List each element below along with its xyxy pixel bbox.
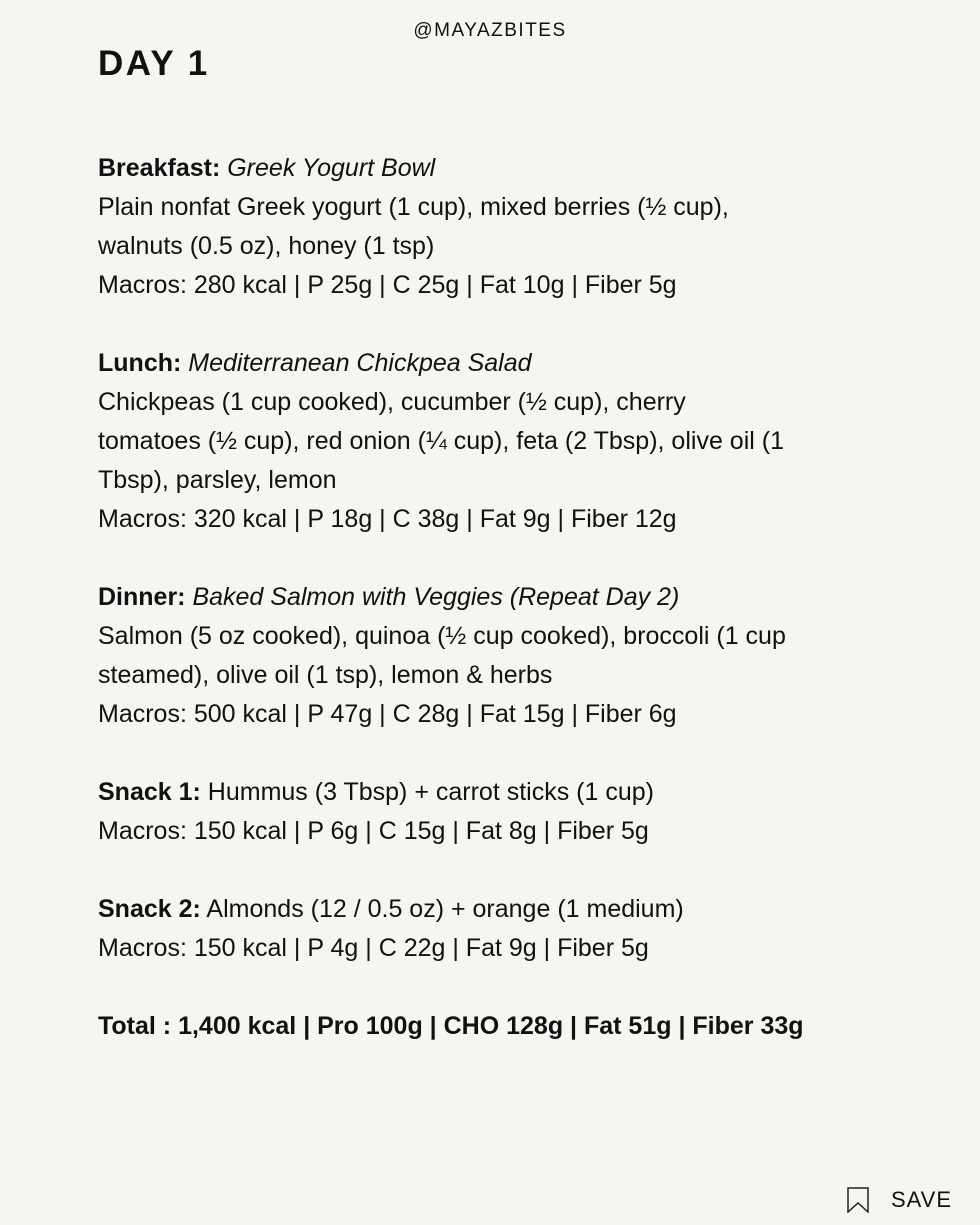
- meal-label: Snack 2:: [98, 895, 201, 923]
- meal-dish: Baked Salmon with Veggies (Repeat Day 2): [192, 583, 680, 611]
- daily-total: Total : 1,400 kcal | Pro 100g | CHO 128g | Fat 51g | Fiber 33g: [98, 1012, 804, 1040]
- macros: Macros: 150 kcal | P 4g | C 22g | Fat 9g | Fiber 5g: [98, 934, 649, 962]
- ingredients-line: walnuts (0.5 oz), honey (1 tsp): [98, 232, 435, 260]
- meal-label: Breakfast:: [98, 154, 221, 182]
- page-title: DAY 1: [98, 44, 210, 83]
- meal-dish: Mediterranean Chickpea Salad: [188, 349, 532, 377]
- ingredients-line: Tbsp), parsley, lemon: [98, 466, 337, 494]
- macros: Macros: 500 kcal | P 47g | C 28g | Fat 15g | Fiber 6g: [98, 700, 677, 728]
- ingredients-line: Salmon (5 oz cooked), quinoa (½ cup cooked), broccoli (1 cup: [98, 622, 786, 650]
- meal-label: Lunch:: [98, 349, 182, 377]
- ingredients-line: Chickpeas (1 cup cooked), cucumber (½ cup), cherry: [98, 388, 686, 416]
- ingredients-line: steamed), olive oil (1 tsp), lemon & herbs: [98, 661, 553, 689]
- meal-label: Dinner:: [98, 583, 186, 611]
- meal-breakfast: [98, 149, 918, 305]
- meal-dish: Almonds (12 / 0.5 oz) + orange (1 medium): [206, 895, 684, 923]
- meal-label: Snack 1:: [98, 778, 201, 806]
- meal-plan: [98, 149, 918, 1046]
- meal-lunch: [98, 344, 918, 539]
- meal-dish: Greek Yogurt Bowl: [227, 154, 436, 182]
- meal-snack-1: [98, 773, 918, 851]
- meal-snack-2: [98, 890, 918, 968]
- meal-dinner: [98, 578, 918, 734]
- account-handle: @MAYAZBITES: [413, 20, 567, 41]
- save-button[interactable]: [847, 1187, 952, 1213]
- ingredients-line: Plain nonfat Greek yogurt (1 cup), mixed berries (½ cup),: [98, 193, 729, 221]
- bookmark-icon: [847, 1187, 869, 1213]
- save-label: SAVE: [890, 1187, 952, 1212]
- ingredients-line: tomatoes (½ cup), red onion (¼ cup), feta (2 Tbsp), olive oil (1: [98, 427, 784, 455]
- meal-dish: Hummus (3 Tbsp) + carrot sticks (1 cup): [207, 778, 654, 806]
- macros: Macros: 150 kcal | P 6g | C 15g | Fat 8g | Fiber 5g: [98, 817, 649, 845]
- macros: Macros: 320 kcal | P 18g | C 38g | Fat 9g | Fiber 12g: [98, 505, 677, 533]
- macros: Macros: 280 kcal | P 25g | C 25g | Fat 10g | Fiber 5g: [98, 271, 677, 299]
